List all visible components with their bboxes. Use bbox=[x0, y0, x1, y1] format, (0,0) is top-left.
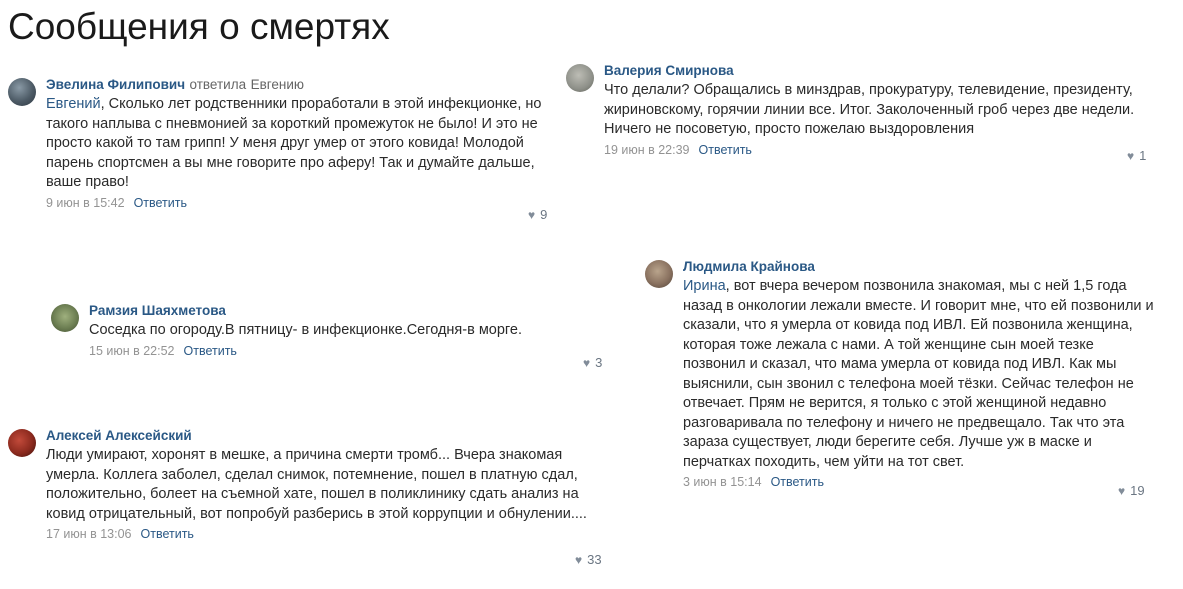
comment-date[interactable]: 15 июн в 22:52 bbox=[89, 343, 175, 358]
comment-item bbox=[51, 302, 571, 358]
reply-prefix: ответила bbox=[189, 77, 247, 92]
comment-header bbox=[89, 302, 571, 320]
like-count: 1 bbox=[1139, 148, 1147, 163]
like-count: 3 bbox=[595, 355, 603, 370]
comment-date[interactable]: 9 июн в 15:42 bbox=[46, 195, 125, 210]
like-control[interactable] bbox=[575, 552, 602, 567]
like-control[interactable] bbox=[583, 355, 602, 370]
comment-header bbox=[604, 62, 1166, 80]
comment-text: Люди умирают, хоронят в мешке, а причина смерти тромб... Вчера знакомая умерла. Коллега заболел, сделал снимок, потемнение, пошел в платную сдал, положительно, болеет на съемной хате, пошел в поликлинику сдать анализ на ковид отрицательный, вот попробуй разберись в этой коррупции и обнулении.... bbox=[46, 447, 587, 522]
comment-text bbox=[46, 95, 568, 193]
comment-author[interactable]: Валерия Смирнова bbox=[604, 63, 734, 78]
comment-author[interactable]: Рамзия Шаяхметова bbox=[89, 303, 226, 318]
comment-meta bbox=[683, 475, 1160, 489]
comment-header bbox=[46, 427, 588, 445]
comment-item bbox=[566, 62, 1166, 157]
heart-icon: ♥ bbox=[528, 207, 536, 222]
reply-button[interactable]: Ответить bbox=[133, 195, 187, 210]
comment-date[interactable]: 17 июн в 13:06 bbox=[46, 527, 132, 541]
avatar[interactable] bbox=[645, 260, 673, 288]
comment-body bbox=[683, 258, 1160, 489]
comment-text: Соседка по огороду.В пятницу- в инфекционке.Сегодня-в морге. bbox=[89, 322, 522, 338]
like-count: 33 bbox=[587, 552, 602, 567]
comment-body bbox=[46, 76, 568, 210]
comment-author[interactable]: Алексей Алексейский bbox=[46, 428, 192, 443]
avatar[interactable] bbox=[8, 78, 36, 106]
comment-meta bbox=[46, 196, 568, 210]
comment-body bbox=[46, 427, 588, 541]
heart-icon: ♥ bbox=[1127, 148, 1135, 163]
comment-author[interactable]: Людмила Крайнова bbox=[683, 259, 815, 274]
page-title: Сообщения о смертях bbox=[8, 6, 390, 47]
comment-body bbox=[89, 302, 571, 358]
heart-icon: ♥ bbox=[1118, 483, 1126, 498]
comment-date[interactable]: 3 июн в 15:14 bbox=[683, 475, 762, 489]
avatar[interactable] bbox=[566, 64, 594, 92]
like-control[interactable] bbox=[1118, 483, 1145, 498]
heart-icon: ♥ bbox=[575, 552, 583, 567]
comment-text-body: , вот вчера вечером позвонила знакомая, мы с ней 1,5 года назад в онкологии лежали вместе. И говорит мне, что ей позвонили и сказали, что я умерла от ковида под ИВЛ. Ей позвонила женщина, которая тоже лежала с нами. А той женщине сын моей тезке позвонил и сказал, что мама умерла от ковида под ИВЛ. Как мы выяснили, сын звонил с телефона моей тёзки. Сейчас телефон не отвечает. Прям не верится, я только с этой женщиной недавно разговаривала по телефону и ничего не предвещало. Так что эта зараза существует, люди берегите себя. Лучше уж в маске и перчатках походить, чем уйти на тот свет. bbox=[683, 278, 1154, 470]
like-count: 9 bbox=[540, 207, 548, 222]
comment-item bbox=[8, 76, 568, 210]
like-control[interactable] bbox=[1127, 148, 1146, 163]
heart-icon: ♥ bbox=[583, 355, 591, 370]
comment-text: Что делали? Обращались в минздрав, прокуратуру, телевидение, президенту, жириновскому, горячии линии все. Итог. Заколоченный гроб через две недели. Ничего не посоветую, просто пожелаю выздоровления bbox=[604, 82, 1135, 137]
comment-header bbox=[46, 76, 568, 94]
comment-meta bbox=[46, 527, 588, 541]
comment-author[interactable]: Эвелина Филипович bbox=[46, 77, 186, 92]
like-control[interactable] bbox=[528, 207, 547, 222]
reply-button[interactable]: Ответить bbox=[770, 475, 824, 489]
comment-meta bbox=[89, 344, 571, 358]
reply-button[interactable]: Ответить bbox=[183, 343, 237, 358]
avatar[interactable] bbox=[51, 304, 79, 332]
mention-link[interactable]: Ирина bbox=[683, 278, 726, 294]
like-count: 19 bbox=[1130, 483, 1145, 498]
comment-item bbox=[645, 258, 1160, 489]
comment-date[interactable]: 19 июн в 22:39 bbox=[604, 142, 690, 157]
comment-body bbox=[604, 62, 1166, 157]
comment-text bbox=[683, 277, 1160, 472]
avatar[interactable] bbox=[8, 429, 36, 457]
comment-meta bbox=[604, 143, 1166, 157]
reply-button[interactable]: Ответить bbox=[140, 527, 194, 541]
comment-item bbox=[8, 427, 588, 541]
reply-button[interactable]: Ответить bbox=[698, 142, 752, 157]
mention-link[interactable]: Евгений bbox=[46, 96, 101, 112]
comment-header bbox=[683, 258, 1160, 276]
reply-target: Евгению bbox=[250, 77, 304, 92]
comment-text-body: , Сколько лет родственники проработали в этой инфекционке, но такого наплыва с пневмонией за короткий промежуток не было! И это не просто какой то там грипп! У меня друг умер от этого ковида! Молодой парень спортсмен а вы мне говорите про аферу! Так и думайте дальше, ваше право! bbox=[46, 96, 542, 190]
